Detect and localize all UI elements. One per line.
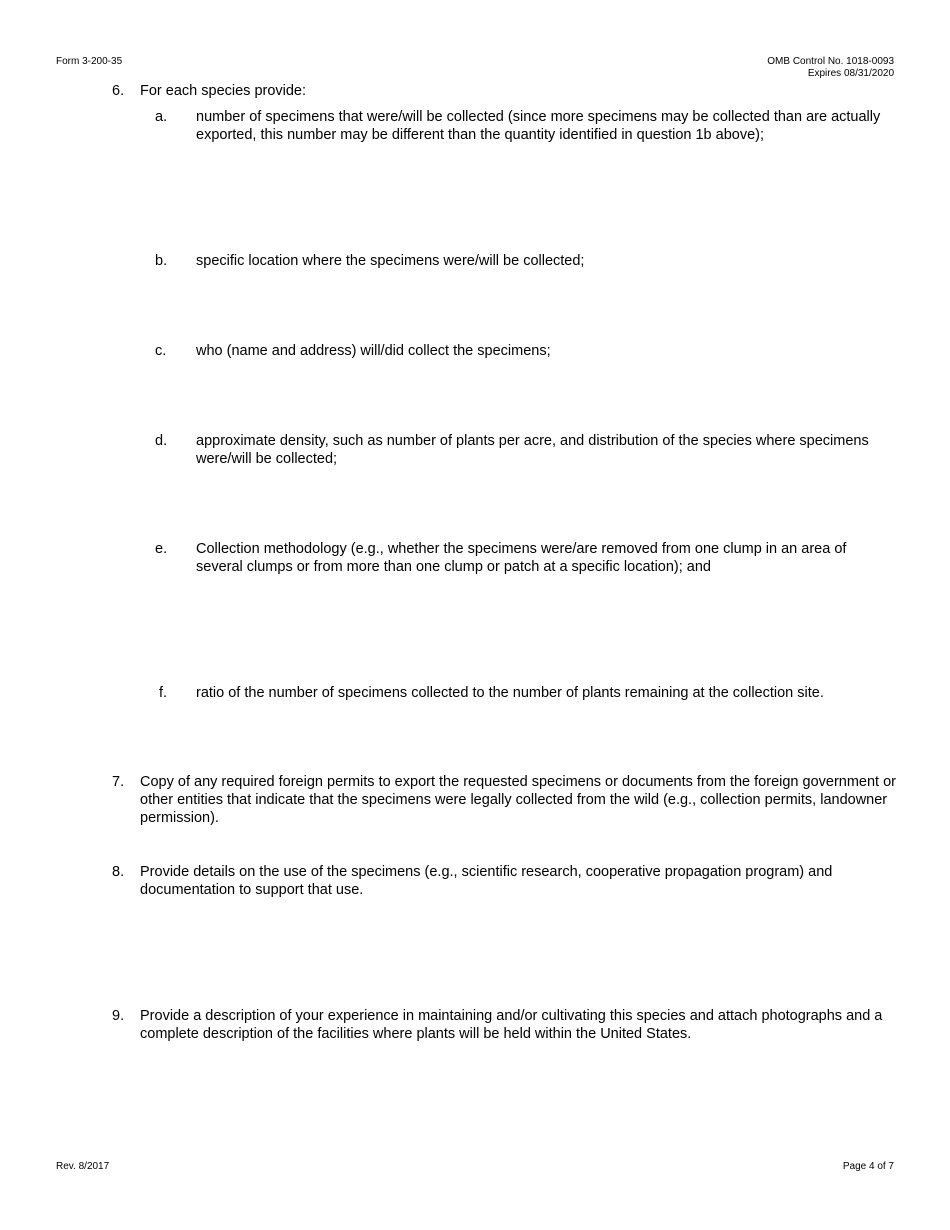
question-7-text: Copy of any required foreign permits to export the requested specimens or documents from the foreign government or other entities that indicate that the specimens were legally collected from the wild (e.g., collection permits, landowner permission). <box>140 774 897 826</box>
question-6c-text: who (name and address) will/did collect the specimens; <box>196 343 551 359</box>
question-6a-letter: a. <box>155 109 168 125</box>
expiration-date: Expires 08/31/2020 <box>807 68 894 79</box>
question-6-text: For each species provide: <box>140 83 307 99</box>
question-8-number: 8. <box>112 864 125 880</box>
question-6d-text: approximate density, such as number of plants per acre, and distribution of the species where specimens were/will be collected; <box>196 433 869 467</box>
question-6e-letter: e. <box>155 541 168 557</box>
question-6b-text: specific location where the specimens were/will be collected; <box>196 253 585 269</box>
question-9-text: Provide a description of your experience in maintaining and/or cultivating this species and attach photographs and a complete description of the facilities where plants will be held within the United States. <box>140 1008 883 1042</box>
revision-date: Rev. 8/2017 <box>56 1161 110 1172</box>
page-number: Page 4 of 7 <box>842 1161 894 1172</box>
question-7-number: 7. <box>112 774 125 790</box>
question-6d-letter: d. <box>155 433 168 449</box>
question-6c-letter: c. <box>155 343 167 359</box>
question-8-text: Provide details on the use of the specimens (e.g., scientific research, cooperative propagation program) and documentation to support that use. <box>140 864 833 898</box>
question-6b-letter: b. <box>155 253 168 269</box>
omb-info <box>767 56 894 80</box>
question-9-number: 9. <box>112 1008 125 1024</box>
question-6a-text: number of specimens that were/will be collected (since more specimens may be collected than are actually exported, this number may be different than the quantity identified in question 1b above); <box>196 109 881 143</box>
question-6f-letter: f. <box>159 685 168 701</box>
omb-control-number: OMB Control No. 1018-0093 <box>767 56 894 67</box>
question-6e-text: Collection methodology (e.g., whether the specimens were/are removed from one clump in an area of several clumps or from more than one clump or patch at a specific location); and <box>196 541 847 575</box>
question-6f-text: ratio of the number of specimens collected to the number of plants remaining at the collection site. <box>196 685 824 701</box>
question-6-number: 6. <box>112 83 125 99</box>
form-number: Form 3-200-35 <box>56 56 123 67</box>
